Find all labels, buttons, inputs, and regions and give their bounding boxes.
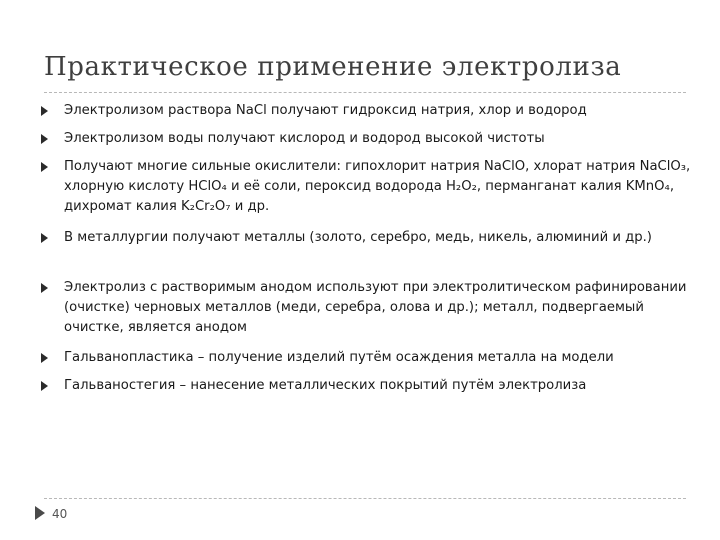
bullet-arrow-icon bbox=[41, 353, 48, 363]
bullet-text: Электролиз с растворимым анодом используют при электролитическом рафинировании (очистке) черновых металлов (меди, серебра, олова и др.); металл, подвергаемый очистке, является анодом bbox=[64, 280, 687, 335]
page-arrow-icon bbox=[35, 506, 45, 520]
bullet-arrow-icon bbox=[41, 283, 48, 293]
bullet-text: Электролизом раствора NaCl получают гидроксид натрия, хлор и водород bbox=[64, 103, 587, 118]
bullet-text: Гальваностегия – нанесение металлических покрытий путём электролиза bbox=[64, 378, 587, 393]
bullet-text: В металлургии получают металлы (золото, серебро, медь, никель, алюминий и др.) bbox=[64, 230, 652, 245]
bullet-arrow-icon bbox=[41, 106, 48, 116]
bullet-item bbox=[64, 278, 704, 338]
bullet-item bbox=[64, 228, 704, 248]
bullet-text: Получают многие сильные окислители: гипохлорит натрия NaClO, хлорат натрия NaClO₃, хлорную кислоту HClO₄ и её соли, пероксид водорода H₂O₂, перманганат калия KMnO₄, дихромат калия K₂Cr₂O₇ и др. bbox=[64, 159, 691, 214]
page-number: 40 bbox=[52, 507, 68, 521]
footer-divider bbox=[44, 498, 686, 499]
slide-title: Практическое применение электролиза bbox=[44, 52, 622, 82]
bullet-arrow-icon bbox=[41, 233, 48, 243]
bullet-item bbox=[64, 376, 704, 396]
bullet-item bbox=[64, 129, 704, 149]
bullet-arrow-icon bbox=[41, 162, 48, 172]
bullet-item bbox=[64, 348, 704, 368]
bullet-arrow-icon bbox=[41, 381, 48, 391]
bullet-text: Электролизом воды получают кислород и водород высокой чистоты bbox=[64, 131, 545, 146]
bullet-text: Гальванопластика – получение изделий путём осаждения металла на модели bbox=[64, 350, 614, 365]
bullet-item bbox=[64, 101, 704, 121]
bullet-item bbox=[64, 157, 704, 217]
bullet-arrow-icon bbox=[41, 134, 48, 144]
